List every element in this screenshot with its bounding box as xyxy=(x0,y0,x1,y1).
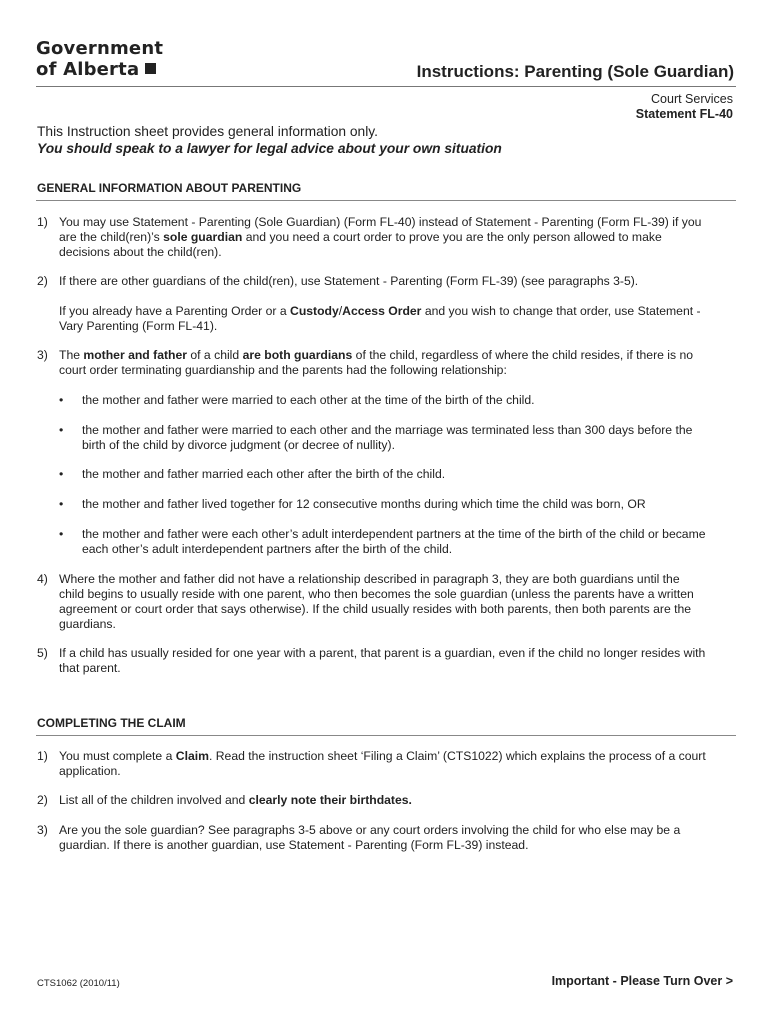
intro xyxy=(37,123,502,157)
general-paragraph-1 xyxy=(37,215,707,260)
bullet-icon: • xyxy=(59,497,64,511)
paragraph-text: List all of the children involved and xyxy=(59,793,249,807)
paragraph-text: Are you the sole guardian? See paragraphs 3-5 above or any court orders involving the child for who else may be a guardian. If there is another guardian, use Statement - Parenting (Form FL-39) instead. xyxy=(59,823,681,852)
paragraph-text: and you wish to change that order, use Statement - Vary Parenting (Form FL-41). xyxy=(59,304,701,333)
page-title: Instructions: Parenting (Sole Guardian) xyxy=(416,62,734,81)
paragraph-number: 1) xyxy=(37,215,48,229)
paragraph-number: 3) xyxy=(37,823,48,837)
paragraph-bold-text: mother and father xyxy=(83,348,187,362)
form-code: CTS1062 (2010/11) xyxy=(37,978,120,989)
intro-line2: You should speak to a lawyer for legal advice about your own situation xyxy=(37,141,502,156)
paragraph-number: 5) xyxy=(37,646,48,660)
logo-line2: of Alberta xyxy=(36,59,140,80)
completing-paragraph-1 xyxy=(37,749,707,779)
general-paragraph-2-sub xyxy=(37,304,707,334)
paragraph-number: 2) xyxy=(37,274,48,288)
list-item xyxy=(59,497,709,512)
paragraph-bold-text: Access Order xyxy=(342,304,422,318)
paragraph-bold-text: clearly note their birthdates. xyxy=(248,793,412,807)
bullet-icon: • xyxy=(59,393,64,407)
bullet-icon: • xyxy=(59,527,64,541)
list-item xyxy=(59,393,709,408)
completing-paragraph-2 xyxy=(37,793,707,808)
paragraph-text: of the child, regardless of where the child resides, if there is no court order terminating guardianship and the parents had the following relationship: xyxy=(59,348,694,377)
bullet-icon: • xyxy=(59,423,64,437)
intro-line1: This Instruction sheet provides general information only. xyxy=(37,124,379,139)
general-info-divider xyxy=(36,200,736,201)
turn-over-note: Important - Please Turn Over > xyxy=(551,974,733,988)
general-paragraph-5 xyxy=(37,646,707,676)
paragraph-text: and you need a court order to prove you are the only person allowed to make decisions about the child(ren). xyxy=(59,230,662,259)
logo-square-icon xyxy=(145,63,156,74)
general-paragraph-3 xyxy=(37,348,707,378)
paragraph-number: 1) xyxy=(37,749,48,763)
paragraph-text: The xyxy=(59,348,84,362)
paragraph-text: If you already have a Parenting Order or a xyxy=(59,304,291,318)
general-paragraph-4 xyxy=(37,572,707,632)
bullet-text: the mother and father lived together for 12 consecutive months during which time the child was born, OR xyxy=(82,497,646,511)
paragraph-number: 3) xyxy=(37,348,48,362)
paragraph-text: If there are other guardians of the child(ren), use Statement - Parenting (Form FL-39) (see paragraphs 3-5). xyxy=(59,274,639,288)
bullet-text: the mother and father married each other after the birth of the child. xyxy=(82,467,446,481)
bullet-text: the mother and father were married to each other and the marriage was terminated less than 300 days before the birth of the child by divorce judgment (or decree of nullity). xyxy=(82,423,693,452)
statement-label: Statement FL-40 xyxy=(635,107,733,121)
paragraph-number: 4) xyxy=(37,572,48,586)
paragraph-text: You must complete a xyxy=(59,749,176,763)
completing-paragraph-3 xyxy=(37,823,707,853)
government-of-alberta-logo xyxy=(36,38,163,80)
completing-claim-divider xyxy=(36,735,736,736)
paragraph-text: Where the mother and father did not have a relationship described in paragraph 3, they are both guardians until the child begins to usually reside with one parent, who then becomes the sole guardian (unless the parents have a written agreement or court order that says otherwise). If the child usually resides with both parents, then both parents are the guardians. xyxy=(59,572,694,631)
paragraph-text: / xyxy=(338,304,343,318)
paragraph-text: If a child has usually resided for one year with a parent, that parent is a guardian, even if the child no longer resides with that parent. xyxy=(59,646,706,675)
list-item xyxy=(59,527,709,557)
header-divider xyxy=(36,86,736,87)
paragraph-bold-text: are both guardians xyxy=(242,348,353,362)
paragraph-text: . Read the instruction sheet ‘Filing a Claim’ (CTS1022) which explains the process of a court application. xyxy=(59,749,706,778)
paragraph-text: of a child xyxy=(187,348,243,362)
paragraph-text: You may use Statement - Parenting (Sole Guardian) (Form FL-40) instead of Statement - Parenting (Form FL-39) if you are the child(ren)’s xyxy=(59,215,702,244)
list-item xyxy=(59,467,709,482)
completing-claim-heading: COMPLETING THE CLAIM xyxy=(37,716,186,730)
logo-line1: Government xyxy=(36,38,164,59)
paragraph-number: 2) xyxy=(37,793,48,807)
list-item xyxy=(59,423,709,453)
bullet-text: the mother and father were married to each other at the time of the birth of the child. xyxy=(82,393,535,407)
general-info-heading: GENERAL INFORMATION ABOUT PARENTING xyxy=(37,181,302,195)
general-paragraph-2 xyxy=(37,274,707,289)
paragraph-bold-text: sole guardian xyxy=(163,230,243,244)
paragraph-bold-text: Claim xyxy=(175,749,209,763)
paragraph-bold-text: Custody xyxy=(290,304,339,318)
court-services-label: Court Services xyxy=(651,92,733,106)
bullet-icon: • xyxy=(59,467,64,481)
bullet-text: the mother and father were each other’s adult interdependent partners at the time of the birth of the child or became each other’s adult interdependent partners after the birth of the child. xyxy=(82,527,706,556)
